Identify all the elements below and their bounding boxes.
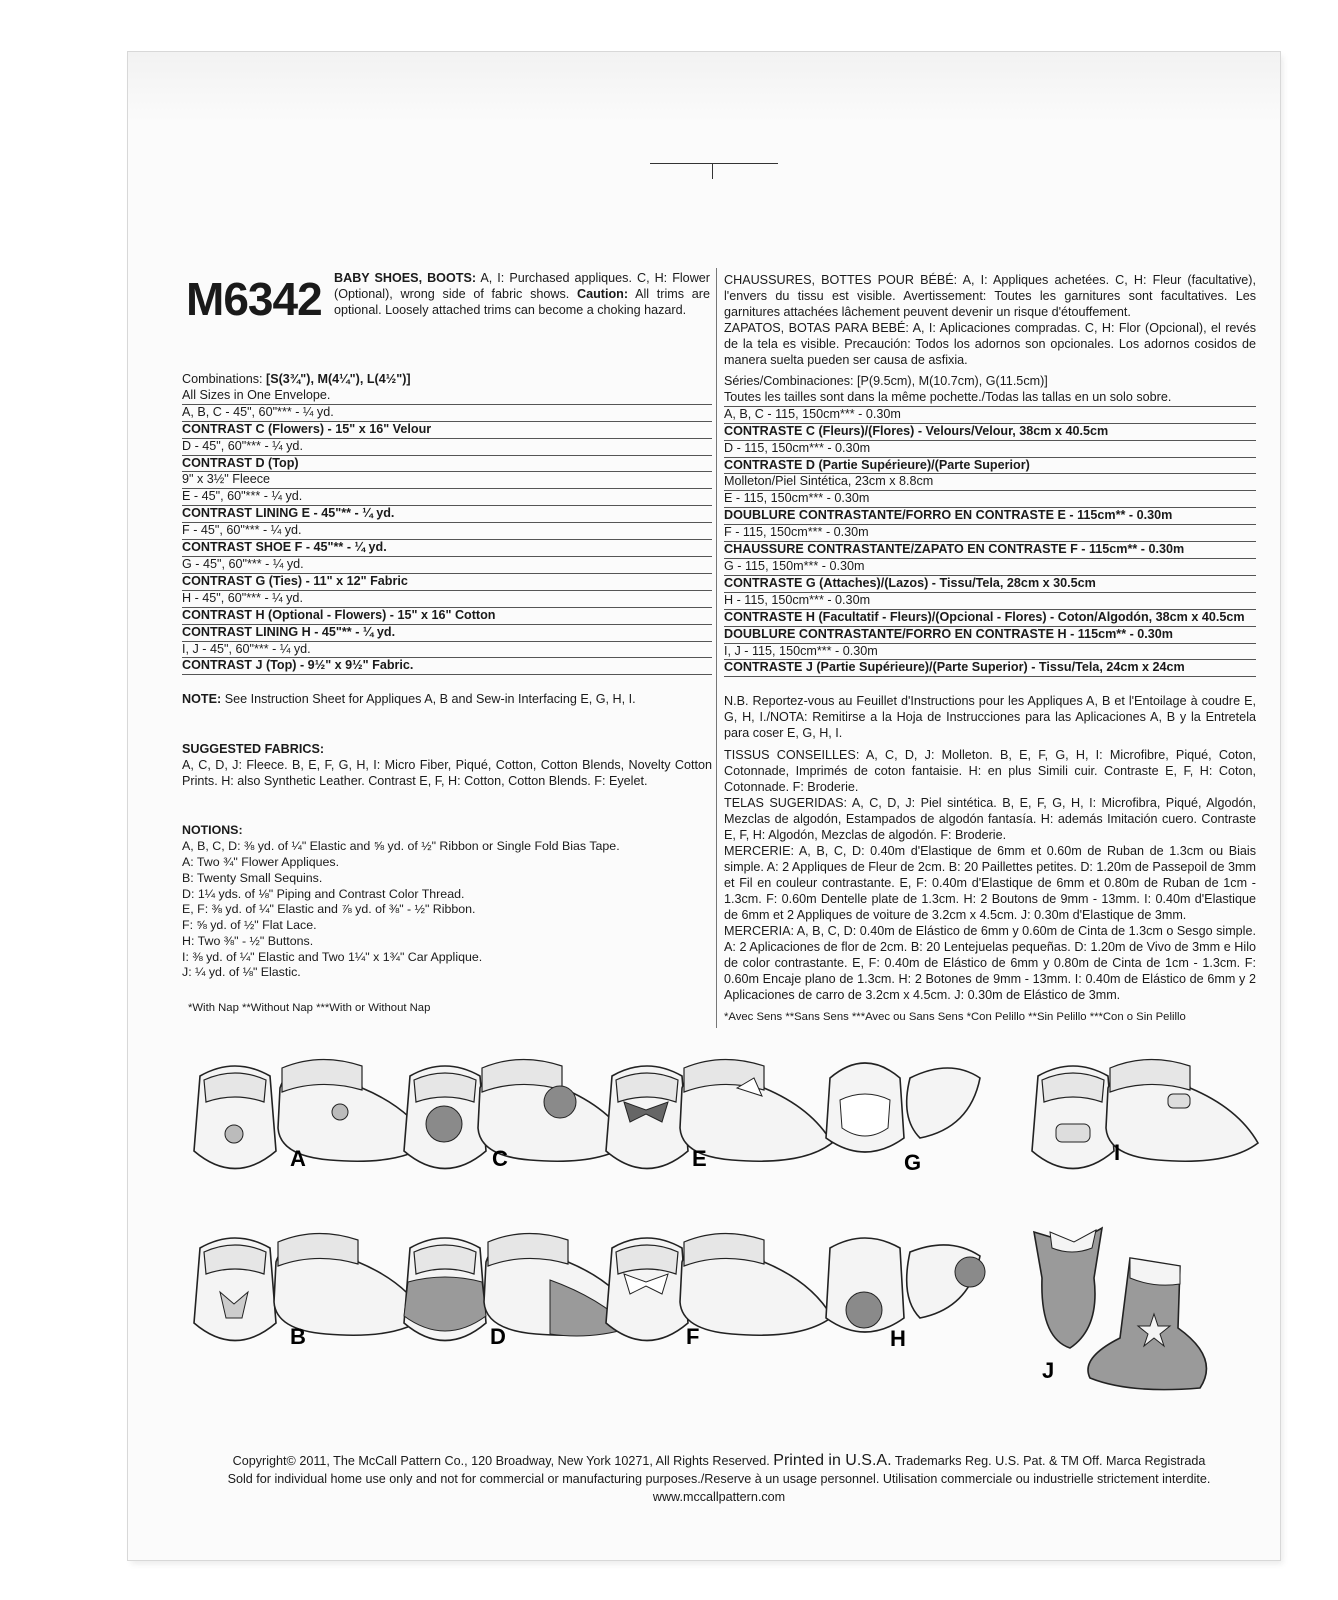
note-label: NOTE: bbox=[182, 692, 222, 707]
english-footnote: *With Nap **Without Nap ***With or Without Nap bbox=[188, 1002, 431, 1014]
trademarks: Trademarks Reg. U.S. Pat. & TM Off. Marca Registrada bbox=[894, 1454, 1206, 1468]
merceria: MERCERIA: A, B, C, D: 0.40m de Elástico de 6mm y 0.60m de Cinta de 1.3cm o Sesgo simple. A: 2 Aplicaciones de flor de 2cm. B: 20 Lentejuelas pequeñas. D: 1.20m de Vivo de 3mm e Hilo de color contrastante. E, F: 0.40m de Elástico de 6mm y 0.80m de Cinta de 1cm - 1.3cm. F: 0.60m Encaje plano de 1.3cm. H: 2 Botones de 9mm - 13mm. I: 0.40m de Elástico de 6mm y 2 Aplicaciones de carro de 3.2cm x 4.5cm. J: 0.30m de Elástico de 3mm. bbox=[724, 924, 1256, 1003]
yardage-row: 9" x 3½" Fleece bbox=[182, 472, 712, 489]
yardage-row: CONTRAST LINING H - 45"** - ¼ yd. bbox=[182, 625, 712, 642]
fr-all-sizes: Toutes les tailles sont dans la même pochette./Todas las tallas en un solo sobre. bbox=[724, 390, 1256, 407]
column-divider bbox=[716, 268, 717, 1028]
spanish-intro: ZAPATOS, BOTAS PARA BEBÉ: A, I: Aplicaciones compradas. C, H: Flor (Opcional), el revés de la tela es visible. Precaución: Todos los adornos son opcionales. Los adornos cosidos de manera suelta pueden ser causa de asfixia. bbox=[724, 321, 1256, 367]
tissus-conseilles: TISSUS CONSEILLES: A, C, D, J: Molleton. B, E, F, G, H, I: Microfibre, Piqué, Coton, Cotonnade, Imprimés de coton fantaisie. H: en plus Simili cuir. Contraste E, F, H: Coton, Cotonnade. F: Broderie. bbox=[724, 748, 1256, 795]
view-label-a: A bbox=[290, 1146, 306, 1171]
view-h-illustration bbox=[826, 1238, 985, 1351]
fold-mark-tick bbox=[712, 163, 713, 179]
suggested-fabrics bbox=[182, 741, 712, 789]
combinations-label: Combinations: bbox=[182, 372, 263, 386]
yardage-row: DOUBLURE CONTRASTANTE/FORRO EN CONTRASTE H - 115cm** - 0.30m bbox=[724, 627, 1256, 644]
yardage-row: CONTRAST G (Ties) - 11" x 12" Fabric bbox=[182, 574, 712, 591]
notion-item: A, B, C, D: ⅜ yd. of ¼" Elastic and ⅝ yd. of ½" Ribbon or Single Fold Bias Tape. bbox=[182, 839, 620, 854]
view-label-j: J bbox=[1042, 1358, 1055, 1383]
mercerie: MERCERIE: A, B, C, D: 0.40m d'Elastique de 6mm et 0.60m de Ruban de 1.3cm ou Biais simple. A: 2 Appliques de Fleur de 2cm. B: 20 Paillettes petites. D: 1.20m de Passepoil de 3mm et Fil en couleur contrastante. E, F: 0.40m d'Elastique de 6mm et 0.80m de Ruban de 1cm - 1.3cm. F: 0.60m Dentelle plate de 1.3cm. H: 2 Boutons de 9mm - 13mm. I: 0.40m d'Elastique de 6mm et 2 Appliques de voiture de 3.2cm x 4.5cm. J: 0.30m d'Elastique de 3mm. bbox=[724, 844, 1257, 923]
view-b-illustration bbox=[194, 1233, 426, 1349]
fold-mark bbox=[650, 163, 778, 164]
french-intro: CHAUSSURES, BOTTES POUR BÉBÉ: A, I: Appliques achetées. C, H: Fleur (facultative), l'envers du tissu est visible. Avertissement: Toutes les garnitures sont facultatives. Les garnitures attachées lâchement peuvent devenir un risque d'étouffement. bbox=[724, 273, 1256, 319]
intro-caution-label: Caution: bbox=[576, 287, 629, 301]
yardage-row: I, J - 45", 60"*** - ¼ yd. bbox=[182, 642, 712, 659]
yardage-row: Molleton/Piel Sintética, 23cm x 8.8cm bbox=[724, 474, 1256, 491]
view-f-illustration bbox=[606, 1233, 832, 1349]
yardage-row: CONTRAST J (Top) - 9½" x 9½" Fabric. bbox=[182, 658, 712, 675]
view-label-c: C bbox=[492, 1146, 508, 1171]
english-column bbox=[182, 372, 712, 1014]
telas-sugeridas: TELAS SUGERIDAS: A, C, D, J: Piel sintética. B, E, F, G, H, I: Microfibra, Piqué, Algodón, Mezclas de algodón, Estampados de algodón fantasía. H: además Imitación cuero. Contraste E, F, H: Algodón, Mezclas de algodón. F: Broderie. bbox=[724, 796, 1256, 843]
copyright-line bbox=[182, 1452, 1256, 1470]
notion-item: F: ⅝ yd. of ½" Flat Lace. bbox=[182, 918, 317, 933]
view-g-illustration bbox=[826, 1063, 980, 1175]
yardage-row: A, B, C - 45", 60"*** - ¼ yd. bbox=[182, 405, 712, 422]
view-label-d: D bbox=[490, 1324, 506, 1349]
printed-in: Printed in U.S.A. bbox=[773, 1452, 892, 1469]
view-label-f: F bbox=[686, 1324, 700, 1349]
fr-es-yardage-table bbox=[724, 407, 1256, 678]
yardage-row: CONTRASTE D (Partie Supérieure)/(Parte Superior) bbox=[724, 458, 1256, 475]
view-a-illustration bbox=[194, 1059, 430, 1171]
yardage-row: CONTRAST SHOE F - 45"** - ¼ yd. bbox=[182, 540, 712, 557]
yardage-row: CONTRAST C (Flowers) - 15" x 16" Velour bbox=[182, 422, 712, 439]
combinations-sizes: [S(3¾"), M(4¼"), L(4½")] bbox=[266, 372, 411, 386]
yardage-row: F - 45", 60"*** - ¼ yd. bbox=[182, 523, 712, 540]
yardage-row: CONTRAST LINING E - 45"** - ¼ yd. bbox=[182, 506, 712, 523]
yardage-row: CHAUSSURE CONTRASTANTE/ZAPATO EN CONTRASTE F - 115cm** - 0.30m bbox=[724, 542, 1256, 559]
all-sizes: All Sizes in One Envelope. bbox=[182, 388, 712, 405]
copyright-block bbox=[182, 1452, 1256, 1506]
notions-heading: NOTIONS: bbox=[182, 823, 243, 838]
fabrics-heading: SUGGESTED FABRICS: bbox=[182, 742, 325, 757]
view-e-illustration bbox=[606, 1059, 832, 1171]
yardage-row: E - 45", 60"*** - ¼ yd. bbox=[182, 489, 712, 506]
yardage-row: CONTRAST H (Optional - Flowers) - 15" x 16" Cotton bbox=[182, 608, 712, 625]
yardage-row: H - 45", 60"*** - ¼ yd. bbox=[182, 591, 712, 608]
english-intro bbox=[334, 270, 710, 318]
notion-item: H: Two ⅜" - ½" Buttons. bbox=[182, 933, 314, 948]
notion-item: D: 1¼ yds. of ⅛" Piping and Contrast Color Thread. bbox=[182, 886, 465, 901]
notion-item: J: ¼ yd. of ⅛" Elastic. bbox=[182, 965, 301, 980]
yardage-row: CONTRASTE G (Attaches)/(Lazos) - Tissu/Tela, 28cm x 30.5cm bbox=[724, 576, 1256, 593]
copyright-text: Copyright© 2011, The McCall Pattern Co., 120 Broadway, New York 10271, All Rights Reserved. bbox=[232, 1454, 770, 1468]
yardage-row: A, B, C - 115, 150cm*** - 0.30m bbox=[724, 407, 1256, 424]
envelope-flap bbox=[128, 52, 1280, 122]
intro-title: BABY SHOES, BOOTS: bbox=[334, 271, 477, 285]
notion-item: B: Twenty Small Sequins. bbox=[182, 870, 323, 885]
yardage-row: D - 45", 60"*** - ¼ yd. bbox=[182, 439, 712, 456]
notion-item: I: ⅜ yd. of ¼" Elastic and Two 1¼" x 1¾" Car Applique. bbox=[182, 949, 483, 964]
view-label-g: G bbox=[904, 1150, 922, 1175]
view-label-h: H bbox=[890, 1326, 906, 1351]
notions-section bbox=[182, 823, 712, 981]
english-yardage-table bbox=[182, 405, 712, 676]
yardage-row: DOUBLURE CONTRASTANTE/FORRO EN CONTRASTE E - 115cm** - 0.30m bbox=[724, 508, 1256, 525]
nb-note: N.B. Reportez-vous au Feuillet d'Instructions pour les Appliques A, B et l'Entoilage à coudre E, G, H, I./NOTA: Remitirse a la Hoja de Instrucciones para las Aplicaciones A, B y la Entretela para coser E, G, H, I. bbox=[724, 694, 1256, 741]
view-label-i: I bbox=[1114, 1140, 1121, 1165]
view-d-illustration bbox=[404, 1233, 636, 1349]
intro-body: A, I: Purchased appliques. C, H: Flower (Optional), wrong side of fabric shows. bbox=[334, 271, 710, 301]
yardage-row: G - 45", 60"*** - ¼ yd. bbox=[182, 557, 712, 574]
view-i-illustration bbox=[1032, 1059, 1258, 1168]
view-label-b: B bbox=[290, 1324, 306, 1349]
yardage-row: CONTRASTE H (Facultatif - Fleurs)/(Opcional - Flores) - Coton/Algodón, 38cm x 40.5cm bbox=[724, 610, 1256, 627]
combinations-line bbox=[182, 372, 712, 388]
intro-caution: All trims are optional. Loosely attached trims can become a choking hazard. bbox=[334, 287, 710, 317]
yardage-row: I, J - 115, 150cm*** - 0.30m bbox=[724, 644, 1256, 661]
sold-line: Sold for individual home use only and not for commercial or manufacturing purposes./Reserve à un usage personnel. Utilisation commerciale ou industrielle strictement interdite. bbox=[227, 1472, 1211, 1486]
yardage-row: CONTRASTE J (Partie Supérieure)/(Parte Superior) - Tissu/Tela, 24cm x 24cm bbox=[724, 660, 1256, 677]
view-j-illustration bbox=[1034, 1228, 1206, 1390]
fr-es-footnote: *Avec Sens **Sans Sens ***Avec ou Sans Sens *Con Pelillo **Sin Pelillo ***Con o Sin Pelillo bbox=[724, 1011, 1186, 1024]
english-note bbox=[182, 691, 712, 707]
view-label-e: E bbox=[692, 1146, 707, 1171]
notion-item: A: Two ¾" Flower Appliques. bbox=[182, 854, 340, 869]
note-text: See Instruction Sheet for Appliques A, B and Sew-in Interfacing E, G, H, I. bbox=[224, 692, 636, 707]
notions-list bbox=[182, 839, 712, 981]
view-illustrations bbox=[170, 1048, 1270, 1418]
yardage-row: E - 115, 150cm*** - 0.30m bbox=[724, 491, 1256, 508]
view-c-illustration bbox=[404, 1059, 630, 1171]
notion-item: E, F: ⅜ yd. of ¼" Elastic and ⅞ yd. of ⅜" - ½" Ribbon. bbox=[182, 902, 476, 917]
series-line: Séries/Combinaciones: [P(9.5cm), M(10.7cm), G(11.5cm)] bbox=[724, 374, 1048, 388]
yardage-row: G - 115, 150m*** - 0.30m bbox=[724, 559, 1256, 576]
french-spanish-column bbox=[724, 272, 1256, 1023]
website-url[interactable]: www.mccallpattern.com bbox=[652, 1490, 786, 1504]
yardage-row: F - 115, 150cm*** - 0.30m bbox=[724, 525, 1256, 542]
yardage-row: H - 115, 150cm*** - 0.30m bbox=[724, 593, 1256, 610]
fabrics-body: A, C, D, J: Fleece. B, E, F, G, H, I: Micro Fiber, Piqué, Cotton, Cotton Blends, Novelty Cotton Prints. H: also Synthetic Leather. Contrast E, F, H: Cotton, Cotton Blends. F: Eyelet. bbox=[182, 758, 712, 789]
pattern-number: M6342 bbox=[186, 273, 322, 325]
yardage-row: CONTRASTE C (Fleurs)/(Flores) - Velours/Velour, 38cm x 40.5cm bbox=[724, 424, 1256, 441]
yardage-row: CONTRAST D (Top) bbox=[182, 456, 712, 473]
yardage-row: D - 115, 150cm*** - 0.30m bbox=[724, 441, 1256, 458]
